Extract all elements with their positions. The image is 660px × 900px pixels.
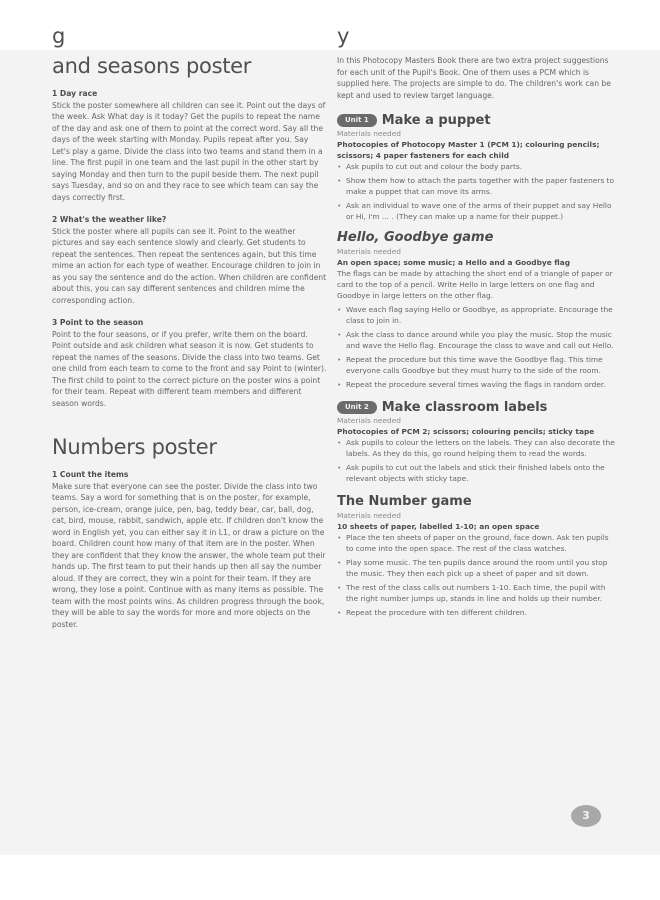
list-item: • Ask pupils to cut out the labels and stick their finished labels onto the relevant objects with sticky tape. [337, 462, 617, 484]
materials-label: Materials needed [337, 247, 401, 256]
instruction-list [337, 304, 617, 390]
activity-text: Make sure that everyone can see the poster. Divide the class into two teams. Say a word for something that is on the poster, for example, person, ice-cream, orange juice, pen, bag, teddy bear, car, ball, dog, cat, bird, mouse, rabbit, sandwich, apple etc. If children don't know the word in English yet, you can either say it in L1, or draw a picture on the board. Children count how many of that item are in the poster. When they are confident that they know the answer, the whole team put their hands up. The first team to put their hands up then all say the number aloud. If they are correct, they win a point for their team. If they are wrong, they lose a point. Continue with as many items as possible. The team with the most points wins. As children progress through the book, they will be able to say the words for more and more objects on the poster. [52, 481, 326, 629]
materials-label: Materials needed [337, 416, 401, 425]
hello-goodbye-game [337, 230, 617, 390]
list-item: • Repeat the procedure but this time wave the Goodbye flag. This time everyone calls Goodbye but they must hurry to the side of the room. [337, 354, 617, 376]
activity-heading: 1 Count the items [52, 470, 129, 479]
list-item: • Ask an individual to wave one of the arms of their puppet and say Hello or Hi, I'm ... . (They can make up a name for their puppet.) [337, 200, 617, 222]
document-page [0, 24, 660, 855]
list-item: • Repeat the procedure several times waving the flags in random order. [337, 379, 617, 390]
materials-label: Materials needed [337, 511, 401, 520]
activity-text: Point to the four seasons, or if you prefer, write them on the board. Point outside and ask children what season it is now. Get students to repeat the names of the seasons. Divide the class into two teams. Get one child from each team to come to the front and say Point to (winter). The first child to point to the correct picture on the poster wins a point for their team. Repeat with different team members and different season words. [52, 329, 327, 408]
unit-badge: Unit 2 [337, 401, 377, 414]
intro-paragraph: In this Photocopy Masters Book there are two extra project suggestions for each unit of the Pupil's Book. One of them uses a PCM which is supplied here. The projects are simple to do. The children's work can be kept and used to review target language. [337, 56, 611, 100]
list-item: • Place the ten sheets of paper on the ground, face down. Ask ten pupils to come into the open space. The rest of the class watches. [337, 532, 617, 554]
materials-list: 10 sheets of paper, labelled 1-10; an open space [337, 522, 540, 531]
list-item: • Ask the class to dance around while you play the music. Stop the music and wave the Hello flag. Encourage the class to wave and call out Hello. [337, 329, 617, 351]
game-title: The Number game [337, 494, 472, 509]
activity-day-race [52, 88, 327, 203]
left-column [52, 24, 327, 630]
materials-list: An open space; some music; a Hello and a Goodbye flag [337, 258, 571, 267]
unit-badge: Unit 1 [337, 114, 377, 127]
activity-heading: 1 Day race [52, 89, 98, 98]
list-item: • Wave each flag saying Hello or Goodbye, as appropriate. Encourage the class to join in. [337, 304, 617, 326]
activity-weather [52, 214, 327, 306]
right-column [337, 24, 617, 621]
list-item: • Ask pupils to colour the letters on the labels. They can also decorate the labels. As they do this, go round helping them to read the words. [337, 437, 617, 459]
unit-heading [337, 400, 617, 415]
activity-point-season [52, 317, 327, 409]
game-description: The flags can be made by attaching the short end of a triangle of paper or card to the top of a pencil. Write Hello in large letters on one flag and Goodbye in large letters on the other flag. [337, 269, 613, 300]
section-title-numbers-poster: Numbers poster [52, 435, 217, 459]
unit2-project [337, 400, 617, 484]
activity-count-items [52, 469, 327, 630]
unit-heading [337, 113, 617, 128]
section-title-seasons-poster: and seasons poster [52, 54, 252, 78]
list-item: • Repeat the procedure with ten different children. [337, 607, 617, 618]
activity-text: Stick the poster where all pupils can see it. Point to the weather pictures and say each sentence slowly and clearly. Get students to repeat the sentences. Then repeat the sentences again, but this time mime an action for each type of weather. Encourage children to join in as you say the sentence and do the action. When children are confident about this, you can say different sentences and children mime the corresponding action. [52, 226, 327, 305]
instruction-list [337, 161, 617, 222]
game-title: Hello, Goodbye game [337, 230, 494, 245]
list-item: • Ask pupils to cut out and colour the body parts. [337, 161, 617, 172]
activity-heading: 2 What's the weather like? [52, 215, 167, 224]
materials-list: Photocopies of Photocopy Master 1 (PCM 1); colouring pencils; scissors; 4 paper fasteners for each child [337, 140, 600, 160]
list-item: • Show them how to attach the parts together with the paper fasteners to make a puppet that can move its arms. [337, 175, 617, 197]
cut-off-title-fragment: g [52, 24, 66, 48]
instruction-list [337, 532, 617, 618]
list-item: • The rest of the class calls out numbers 1-10. Each time, the pupil with the right number jumps up, stands in line and holds up their number. [337, 582, 617, 604]
activity-text: Stick the poster somewhere all children can see it. Point out the days of the week. Ask What day is it today? Get the pupils to repeat the name of the day and ask one of them to point at the correct word. Say all the days of the week starting with Monday. Pupils repeat after you. Say Let's play a game. Divide the class into two teams and stand them in a line. The first pupil in one team and the last pupil in the other start by saying Monday and then turn to the pupil beside them. The next pupil says Tuesday, and so on and they race to see which team can say the days correctly first. [52, 100, 326, 202]
materials-list: Photocopies of PCM 2; scissors; colouring pencils; sticky tape [337, 427, 595, 436]
activity-heading: 3 Point to the season [52, 318, 144, 327]
number-game [337, 494, 617, 618]
unit-title: Make classroom labels [381, 400, 548, 415]
materials-label: Materials needed [337, 129, 401, 138]
list-item: • Play some music. The ten pupils dance around the room until you stop the music. They then each pick up a sheet of paper and sit down. [337, 557, 617, 579]
cut-off-title-fragment: y [337, 24, 350, 48]
unit-title: Make a puppet [381, 113, 491, 128]
instruction-list [337, 437, 617, 484]
page-number-badge: 3 [571, 805, 601, 827]
unit1-project [337, 113, 617, 222]
